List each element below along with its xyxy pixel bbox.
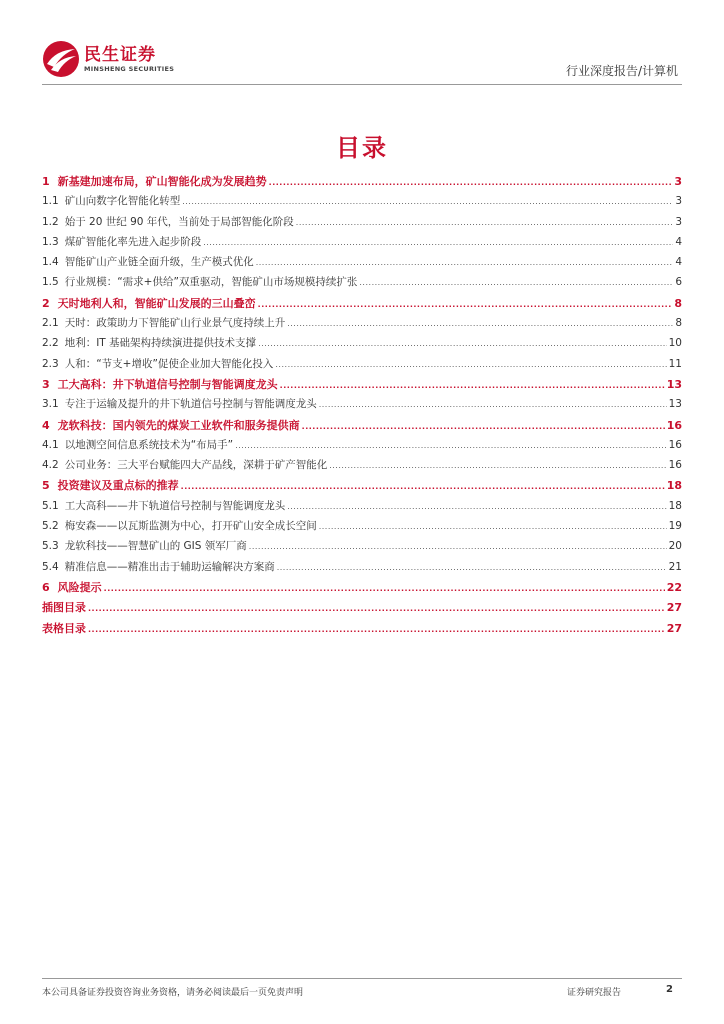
toc-entry-number: 5.3 — [42, 540, 59, 553]
toc-leader-dots — [182, 197, 673, 206]
table-of-contents — [42, 173, 682, 640]
toc-entry-title: 矿山向数字化智能化转型 — [64, 195, 181, 208]
toc-entry[interactable] — [42, 335, 682, 355]
toc-entry-page: 3 — [675, 195, 682, 208]
toc-entry-page: 11 — [668, 357, 682, 370]
toc-entry-page: 16 — [668, 438, 682, 451]
toc-entry-page: 6 — [675, 276, 682, 289]
toc-leader-dots — [329, 461, 666, 470]
toc-entry-page: 3 — [675, 215, 682, 228]
toc-entry[interactable] — [42, 173, 682, 193]
toc-leader-dots — [88, 604, 665, 613]
toc-entry[interactable] — [42, 193, 682, 213]
toc-entry-number: 4 — [42, 418, 50, 432]
toc-entry-page: 8 — [674, 296, 682, 310]
toc-entry-page: 16 — [666, 418, 682, 432]
toc-entry-title: 煤矿智能化率先进入起步阶段 — [64, 235, 202, 248]
toc-entry[interactable] — [42, 579, 682, 599]
toc-entry[interactable] — [42, 457, 682, 477]
footer-divider — [42, 978, 682, 979]
toc-entry-title: 天时：政策助力下智能矿山行业景气度持续上升 — [64, 317, 286, 330]
toc-entry-number: 1.2 — [42, 215, 59, 228]
toc-leader-dots — [296, 218, 674, 227]
toc-entry-title: 插图目录 — [42, 601, 86, 615]
toc-entry-number: 5.2 — [42, 520, 59, 533]
toc-entry[interactable] — [42, 274, 682, 294]
page-number: 2 — [666, 984, 673, 995]
toc-entry[interactable] — [42, 620, 682, 640]
toc-entry-title: 人和：“节支+增收”促使企业加大智能化投入 — [64, 357, 274, 370]
toc-entry-title: 始于 20 世纪 90 年代，当前处于局部智能化阶段 — [64, 215, 294, 228]
toc-leader-dots — [302, 422, 665, 431]
toc-entry-title: 地利：IT 基础架构持续演进提供技术支撑 — [64, 337, 257, 350]
toc-leader-dots — [104, 584, 665, 593]
toc-entry-title: 专注于运输及提升的井下轨道信号控制与智能调度龙头 — [64, 398, 317, 411]
toc-entry-number: 4.2 — [42, 459, 59, 472]
toc-leader-dots — [249, 542, 667, 551]
footer-label: 证券研究报告 — [567, 988, 622, 998]
report-type: 行业深度报告/计算机 — [565, 64, 678, 78]
toc-entry-number: 2.1 — [42, 317, 59, 330]
toc-entry-page: 10 — [668, 337, 682, 350]
toc-entry-number: 6 — [42, 580, 50, 594]
toc-entry-number: 1 — [42, 175, 50, 188]
toc-entry[interactable] — [42, 559, 682, 579]
toc-entry-page: 27 — [666, 601, 682, 615]
toc-entry-page: 16 — [668, 459, 682, 472]
toc-entry-title: 工大高科：井下轨道信号控制与智能调度龙头 — [57, 377, 278, 391]
toc-entry-number: 2 — [42, 296, 50, 310]
toc-title: 目录 — [336, 134, 388, 162]
toc-entry[interactable] — [42, 356, 682, 376]
toc-leader-dots — [256, 258, 674, 267]
toc-leader-dots — [235, 441, 667, 450]
toc-entry-number: 1.1 — [42, 195, 59, 208]
toc-leader-dots — [181, 482, 665, 491]
toc-entry-page: 4 — [675, 256, 682, 269]
toc-entry-title: 龙软科技——智慧矿山的 GIS 领军厂商 — [64, 540, 247, 553]
toc-entry-title: 风险提示 — [57, 580, 102, 594]
toc-leader-dots — [319, 400, 667, 409]
toc-entry-title: 精准信息——精准出击于辅助运输解决方案商 — [64, 560, 275, 573]
toc-leader-dots — [287, 319, 673, 328]
toc-leader-dots — [359, 278, 673, 287]
toc-entry[interactable] — [42, 315, 682, 335]
toc-entry-number: 3 — [42, 377, 50, 391]
toc-leader-dots — [88, 625, 665, 634]
toc-leader-dots — [277, 563, 667, 572]
toc-entry[interactable] — [42, 214, 682, 234]
toc-entry-title: 行业规模：“需求+供给”双重驱动，智能矿山市场规模持续扩张 — [64, 276, 358, 289]
toc-entry[interactable] — [42, 295, 682, 315]
footer-disclaimer: 本公司具备证券投资咨询业务资格，请务必阅读最后一页免责声明 — [42, 988, 304, 998]
toc-entry[interactable] — [42, 538, 682, 558]
toc-entry[interactable] — [42, 254, 682, 274]
logo-name-en: MINSHENG SECURITIES — [84, 64, 175, 73]
toc-entry[interactable] — [42, 417, 682, 437]
toc-entry-number: 2.2 — [42, 337, 59, 350]
toc-leader-dots — [258, 339, 667, 348]
toc-entry-page: 4 — [675, 235, 682, 248]
toc-entry-title: 龙软科技：国内领先的煤炭工业软件和服务提供商 — [57, 418, 300, 432]
toc-entry-number: 1.4 — [42, 256, 59, 269]
toc-entry-page: 18 — [666, 479, 682, 493]
toc-entry-title: 新基建加速布局，矿山智能化成为发展趋势 — [57, 175, 267, 188]
header-divider — [42, 84, 682, 85]
toc-entry-page: 27 — [666, 621, 682, 635]
toc-entry-title: 以地测空间信息系统技术为“布局手” — [64, 438, 234, 451]
toc-entry[interactable] — [42, 437, 682, 457]
toc-leader-dots — [275, 360, 666, 369]
toc-entry-page: 8 — [675, 317, 682, 330]
toc-entry[interactable] — [42, 518, 682, 538]
toc-leader-dots — [280, 381, 665, 390]
toc-entry-page: 13 — [668, 398, 682, 411]
toc-entry-page: 21 — [668, 560, 682, 573]
toc-entry-title: 工大高科——井下轨道信号控制与智能调度龙头 — [64, 499, 286, 512]
toc-entry-title: 表格目录 — [42, 621, 86, 635]
minsheng-logo-icon — [42, 40, 80, 78]
toc-leader-dots — [269, 178, 673, 187]
toc-entry[interactable] — [42, 498, 682, 518]
page-header — [42, 40, 682, 85]
toc-entry[interactable] — [42, 477, 682, 497]
toc-leader-dots — [258, 300, 673, 309]
toc-entry-number: 2.3 — [42, 357, 59, 370]
toc-entry-title: 智能矿山产业链全面升级，生产模式优化 — [64, 256, 254, 269]
toc-entry-page: 22 — [666, 580, 682, 594]
toc-entry-number: 5.4 — [42, 560, 59, 573]
toc-leader-dots — [319, 522, 667, 531]
toc-entry-page: 3 — [674, 175, 682, 188]
toc-entry-page: 20 — [668, 540, 682, 553]
toc-entry[interactable] — [42, 599, 682, 619]
toc-entry-page: 19 — [668, 520, 682, 533]
toc-entry-number: 5.1 — [42, 499, 59, 512]
toc-entry-page: 18 — [668, 499, 682, 512]
toc-entry-number: 4.1 — [42, 438, 59, 451]
logo — [42, 40, 174, 78]
toc-entry-title: 投资建议及重点标的推荐 — [57, 479, 179, 493]
toc-entry-title: 梅安森——以瓦斯监测为中心，打开矿山安全成长空间 — [64, 520, 317, 533]
toc-entry-title: 公司业务：三大平台赋能四大产品线，深耕于矿产智能化 — [64, 459, 328, 472]
toc-entry-title: 天时地利人和，智能矿山发展的三山叠峦 — [57, 296, 256, 310]
toc-entry-number: 5 — [42, 479, 50, 493]
toc-entry[interactable] — [42, 396, 682, 416]
toc-leader-dots — [203, 238, 673, 247]
logo-name-cn: 民生证券 — [84, 44, 156, 65]
toc-entry[interactable] — [42, 234, 682, 254]
toc-entry-number: 1.3 — [42, 235, 59, 248]
toc-leader-dots — [287, 502, 666, 511]
toc-entry[interactable] — [42, 376, 682, 396]
toc-entry-number: 3.1 — [42, 398, 59, 411]
toc-entry-number: 1.5 — [42, 276, 59, 289]
toc-entry-page: 13 — [666, 377, 682, 391]
